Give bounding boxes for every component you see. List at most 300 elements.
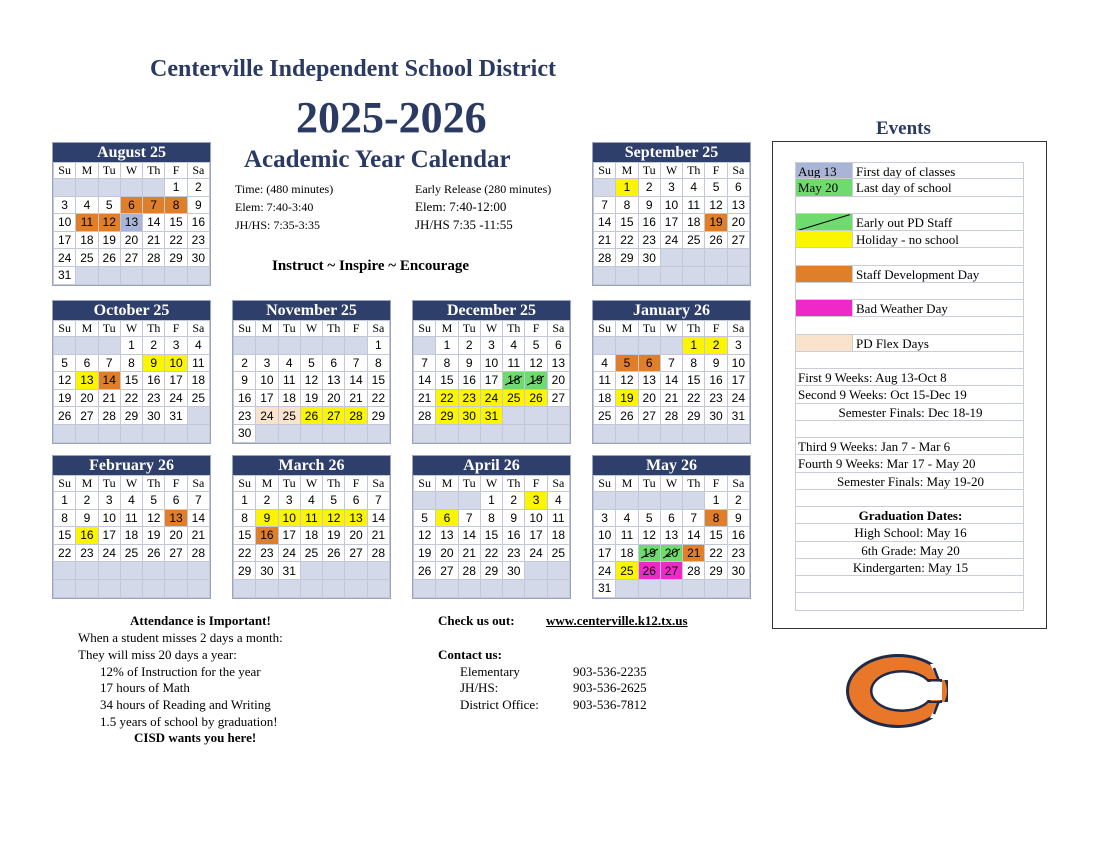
events-blank-cell [795,197,1024,213]
calendar-empty-cell [660,492,682,510]
events-info-row [795,559,1024,576]
weekday-header: F [345,476,367,492]
weekday-header: Th [323,321,345,337]
calendar-august [52,142,211,286]
calendar-empty-cell [187,407,209,425]
events-panel [772,141,1047,629]
weekday-header: Tu [98,476,120,492]
calendar-empty-cell [300,562,322,580]
calendar-day: 26 [300,407,322,425]
calendar-day: 29 [367,407,389,425]
weekday-header: Tu [638,476,660,492]
weekday-header: Sa [367,476,389,492]
calendar-day: 3 [660,179,682,197]
calendar-april [412,455,571,599]
calendar-day: 27 [120,249,142,267]
events-info-row [795,369,1024,386]
calendar-day: 14 [98,372,120,390]
calendar-day: 25 [547,544,569,562]
calendar-day: 9 [143,354,165,372]
calendar-empty-cell [165,579,187,597]
calendar-day: 24 [660,231,682,249]
calendar-empty-cell [705,579,727,597]
calendar-day: 19 [616,389,638,407]
calendar-day: 9 [705,354,727,372]
calendar-day: 3 [54,196,76,214]
calendar-day: 30 [638,249,660,267]
calendar-day: 8 [234,509,256,527]
calendar-day: 23 [143,389,165,407]
calendar-day: 13 [345,509,367,527]
weekday-header: M [76,321,98,337]
calendar-day: 2 [638,179,660,197]
calendar-day: 27 [323,407,345,425]
calendar-day: 2 [458,337,480,355]
calendar-empty-cell [594,492,616,510]
calendar-day: 18 [547,527,569,545]
calendar-day: 9 [727,509,749,527]
calendar-day: 20 [165,527,187,545]
calendar-day: 6 [547,337,569,355]
weekday-header: Th [143,476,165,492]
calendar-day: 13 [76,372,98,390]
calendar-day: 26 [705,231,727,249]
calendar-day: 16 [76,527,98,545]
events-legend [795,162,1024,611]
calendar-day: 18 [616,544,638,562]
events-blank-row [795,576,1024,593]
calendar-day: 8 [120,354,142,372]
calendar-february [52,455,211,599]
calendar-empty-cell [525,424,547,442]
calendar-day: 11 [683,196,705,214]
weekday-header: W [480,321,502,337]
calendar-day: 2 [727,492,749,510]
calendar-day: 1 [234,492,256,510]
calendar-january [592,300,751,444]
calendar-day: 7 [345,354,367,372]
events-blank-row [795,352,1024,369]
weekday-header: F [525,321,547,337]
calendar-day: 31 [165,407,187,425]
calendar-day: 10 [54,214,76,232]
calendar-day: 28 [187,544,209,562]
calendar-day: 26 [616,407,638,425]
calendar-day: 16 [727,527,749,545]
weekday-header: F [705,476,727,492]
check-us-out-label: Check us out: [438,613,515,628]
calendar-day: 31 [278,562,300,580]
events-blank-cell [795,248,1024,264]
calendar-empty-cell [120,579,142,597]
calendar-day: 13 [547,354,569,372]
calendar-day: 11 [120,509,142,527]
calendar-day: 4 [683,179,705,197]
calendar-empty-cell [480,579,502,597]
calendar-day: 23 [638,231,660,249]
calendar-day: 1 [480,492,502,510]
calendar-day: 1 [683,337,705,355]
calendar-day: 27 [76,407,98,425]
calendar-day: 21 [458,544,480,562]
weekday-header: M [616,476,638,492]
calendar-day: 6 [120,196,142,214]
calendar-day: 27 [436,562,458,580]
attendance-heading: Attendance is Important! [130,613,271,628]
elem-early-hours: Elem: 7:40-12:00 [415,199,507,214]
events-blank-cell [795,421,1024,437]
calendar-day: 9 [458,354,480,372]
weekday-header: Sa [187,321,209,337]
calendar-day: 31 [727,407,749,425]
calendar-day: 2 [705,337,727,355]
calendar-day: 24 [594,562,616,580]
calendar-empty-cell [54,337,76,355]
calendar-empty-cell [436,424,458,442]
calendar-empty-cell [54,424,76,442]
calendar-day: 5 [525,337,547,355]
calendar-day: 1 [120,337,142,355]
events-legend-row [795,335,1024,352]
calendar-day: 29 [165,249,187,267]
calendar-day: 5 [616,354,638,372]
legend-label: Early out PD Staff [853,214,1024,230]
calendar-day: 11 [503,354,525,372]
weekday-header: Th [683,476,705,492]
calendar-day: 30 [234,424,256,442]
events-info-text: Third 9 Weeks: Jan 7 - Mar 6 [795,438,1024,454]
calendar-day: 24 [256,407,278,425]
calendar-day: 8 [165,196,187,214]
events-info-row [795,438,1024,455]
calendar-day: 3 [480,337,502,355]
weekday-header: Th [683,163,705,179]
calendar-day: 15 [436,372,458,390]
calendar-empty-cell [683,579,705,597]
calendar-day: 28 [367,544,389,562]
calendar-empty-cell [727,424,749,442]
weekday-header: Tu [98,321,120,337]
calendar-day: 9 [503,509,525,527]
calendar-day: 5 [638,509,660,527]
calendar-empty-cell [345,562,367,580]
calendar-day: 7 [458,509,480,527]
weekday-header: W [660,163,682,179]
weekday-header: W [660,321,682,337]
calendar-day: 17 [278,527,300,545]
jhhs-hours: JH/HS: 7:35-3:35 [235,218,321,232]
calendar-day: 15 [234,527,256,545]
calendar-day: 24 [54,249,76,267]
calendar-empty-cell [256,424,278,442]
weekday-header: W [120,476,142,492]
calendar-day: 14 [660,372,682,390]
calendar-day: 8 [367,354,389,372]
calendar-day: 9 [256,509,278,527]
attendance-item: 1.5 years of school by graduation! [100,714,278,729]
calendar-day: 28 [594,249,616,267]
calendar-day: 22 [705,544,727,562]
legend-label: Staff Development Day [853,266,1024,282]
weekday-header: Su [54,476,76,492]
calendar-day: 17 [727,372,749,390]
calendar-day: 6 [727,179,749,197]
calendar-day: 10 [278,509,300,527]
calendar-day: 15 [480,527,502,545]
calendar-day: 21 [143,231,165,249]
events-info-row [795,473,1024,490]
calendar-day: 29 [436,407,458,425]
calendar-day: 16 [638,214,660,232]
calendar-day: 6 [345,492,367,510]
calendar-day: 2 [76,492,98,510]
weekday-header: Sa [187,476,209,492]
calendar-day: 17 [525,527,547,545]
calendar-empty-cell [165,424,187,442]
calendar-day: 13 [436,527,458,545]
attendance-item: 12% of Instruction for the year [100,664,261,679]
weekday-header: W [120,321,142,337]
calendar-day: 8 [683,354,705,372]
calendar-day: 1 [54,492,76,510]
calendar-empty-cell [54,562,76,580]
calendar-empty-cell [547,407,569,425]
district-website-link[interactable]: www.centerville.k12.tx.us [546,613,688,628]
calendar-day: 23 [727,544,749,562]
calendar-day: 24 [525,544,547,562]
events-blank-cell [795,352,1024,368]
calendar-empty-cell [727,579,749,597]
calendar-day: 27 [638,407,660,425]
legend-color-swatch: May 20 [795,179,853,195]
calendar-day: 13 [660,527,682,545]
calendar-day: 26 [414,562,436,580]
calendar-day: 21 [683,544,705,562]
calendar-day: 11 [187,354,209,372]
calendar-day: 11 [616,527,638,545]
calendar-empty-cell [503,407,525,425]
calendar-day: 3 [256,354,278,372]
events-blank-row [795,197,1024,214]
calendar-empty-cell [547,579,569,597]
calendar-day: 4 [76,196,98,214]
calendar-day: 28 [345,407,367,425]
calendar-day: 13 [638,372,660,390]
calendar-day: 19 [323,527,345,545]
legend-label: Holiday - no school [853,231,1024,247]
calendar-day: 5 [143,492,165,510]
calendar-day: 12 [638,527,660,545]
calendar-empty-cell [660,424,682,442]
events-info-text: Graduation Dates: [795,507,1024,523]
calendar-day: 9 [234,372,256,390]
calendar-day: 12 [54,372,76,390]
calendar-day: 19 [525,372,547,390]
events-blank-cell [795,490,1024,506]
jhhs-early-hours: JH/HS 7:35 -11:55 [415,217,513,232]
calendar-day: 16 [143,372,165,390]
calendar-day: 3 [98,492,120,510]
calendar-empty-cell [660,266,682,284]
calendar-day: 20 [436,544,458,562]
calendar-day: 21 [345,389,367,407]
weekday-header: Tu [458,476,480,492]
calendar-day: 11 [76,214,98,232]
district-motto: Instruct ~ Inspire ~ Encourage [272,258,469,274]
calendar-empty-cell [594,337,616,355]
month-title: April 26 [413,456,570,475]
calendar-day: 22 [367,389,389,407]
calendar-day: 5 [414,509,436,527]
calendar-day: 25 [187,389,209,407]
calendar-day: 20 [547,372,569,390]
calendar-day: 23 [76,544,98,562]
calendar-day: 26 [98,249,120,267]
calendar-empty-cell [120,562,142,580]
calendar-empty-cell [143,266,165,284]
calendar-empty-cell [525,407,547,425]
weekday-header: Sa [187,163,209,179]
calendar-empty-cell [120,424,142,442]
calendar-day: 28 [683,562,705,580]
calendar-day: 12 [300,372,322,390]
calendar-day: 22 [616,231,638,249]
weekday-header: M [436,476,458,492]
calendar-day: 1 [436,337,458,355]
calendar-day: 7 [414,354,436,372]
calendar-day: 15 [367,372,389,390]
calendar-day: 6 [638,354,660,372]
calendar-day: 17 [660,214,682,232]
contact-name: Elementary [460,664,520,679]
events-info-row [795,524,1024,541]
weekday-header: Tu [278,321,300,337]
legend-label: Last day of school [853,179,1024,195]
calendar-day: 30 [458,407,480,425]
month-grid [53,162,210,285]
month-title: August 25 [53,143,210,162]
calendar-empty-cell [98,179,120,197]
calendar-day: 14 [345,372,367,390]
attendance-item: 17 hours of Math [100,680,190,695]
calendar-empty-cell [616,337,638,355]
calendar-day: 4 [616,509,638,527]
events-blank-row [795,490,1024,507]
calendar-empty-cell [660,337,682,355]
month-grid [53,320,210,443]
calendar-empty-cell [414,337,436,355]
calendar-empty-cell [187,579,209,597]
weekday-header: Tu [638,163,660,179]
calendar-day: 14 [458,527,480,545]
calendar-day: 21 [367,527,389,545]
calendar-empty-cell [345,579,367,597]
calendar-empty-cell [367,424,389,442]
calendar-day: 16 [705,372,727,390]
weekday-header: M [436,321,458,337]
calendar-day: 31 [594,579,616,597]
calendar-empty-cell [76,562,98,580]
month-title: May 26 [593,456,750,475]
calendar-day: 5 [705,179,727,197]
legend-color-swatch [795,335,853,351]
calendar-day: 7 [594,196,616,214]
calendar-day: 3 [594,509,616,527]
weekday-header: F [525,476,547,492]
events-legend-row [795,179,1024,196]
calendar-day: 27 [727,231,749,249]
legend-label: PD Flex Days [853,335,1024,351]
calendar-empty-cell [414,492,436,510]
calendar-october [52,300,211,444]
weekday-header: Sa [727,321,749,337]
calendar-empty-cell [143,579,165,597]
weekday-header: M [76,476,98,492]
calendar-day: 28 [660,407,682,425]
calendar-empty-cell [683,266,705,284]
weekday-header: Sa [727,476,749,492]
calendar-day: 26 [323,544,345,562]
events-info-text: Fourth 9 Weeks: Mar 17 - May 20 [795,455,1024,471]
calendar-day: 27 [345,544,367,562]
calendar-empty-cell [98,266,120,284]
calendar-day: 21 [660,389,682,407]
calendar-day: 4 [187,337,209,355]
calendar-day: 12 [616,372,638,390]
weekday-header: Th [143,163,165,179]
calendar-day: 28 [143,249,165,267]
calendar-day: 2 [187,179,209,197]
calendar-day: 20 [727,214,749,232]
calendar-empty-cell [120,266,142,284]
calendar-day: 4 [503,337,525,355]
contact-heading: Contact us: [438,647,502,662]
calendar-day: 7 [683,509,705,527]
month-title: March 26 [233,456,390,475]
calendar-empty-cell [323,424,345,442]
calendar-day: 6 [660,509,682,527]
calendar-day: 4 [120,492,142,510]
calendar-day: 31 [54,266,76,284]
calendar-day: 18 [76,231,98,249]
calendar-day: 29 [683,407,705,425]
calendar-day: 10 [594,527,616,545]
calendar-day: 23 [458,389,480,407]
calendar-day: 20 [76,389,98,407]
weekday-header: Th [503,476,525,492]
calendar-day: 15 [705,527,727,545]
calendar-day: 2 [143,337,165,355]
calendar-december [412,300,571,444]
calendar-empty-cell [705,424,727,442]
events-legend-row [795,266,1024,283]
calendar-day: 10 [727,354,749,372]
calendar-day: 1 [616,179,638,197]
calendar-day: 15 [54,527,76,545]
calendar-day: 25 [278,407,300,425]
weekday-header: Su [414,321,436,337]
calendar-empty-cell [367,579,389,597]
calendar-empty-cell [323,562,345,580]
weekday-header: W [480,476,502,492]
weekday-header: W [660,476,682,492]
calendar-day: 17 [594,544,616,562]
calendar-day: 12 [414,527,436,545]
calendar-empty-cell [503,579,525,597]
month-grid [53,475,210,598]
events-info-row [795,507,1024,524]
weekday-header: Th [323,476,345,492]
